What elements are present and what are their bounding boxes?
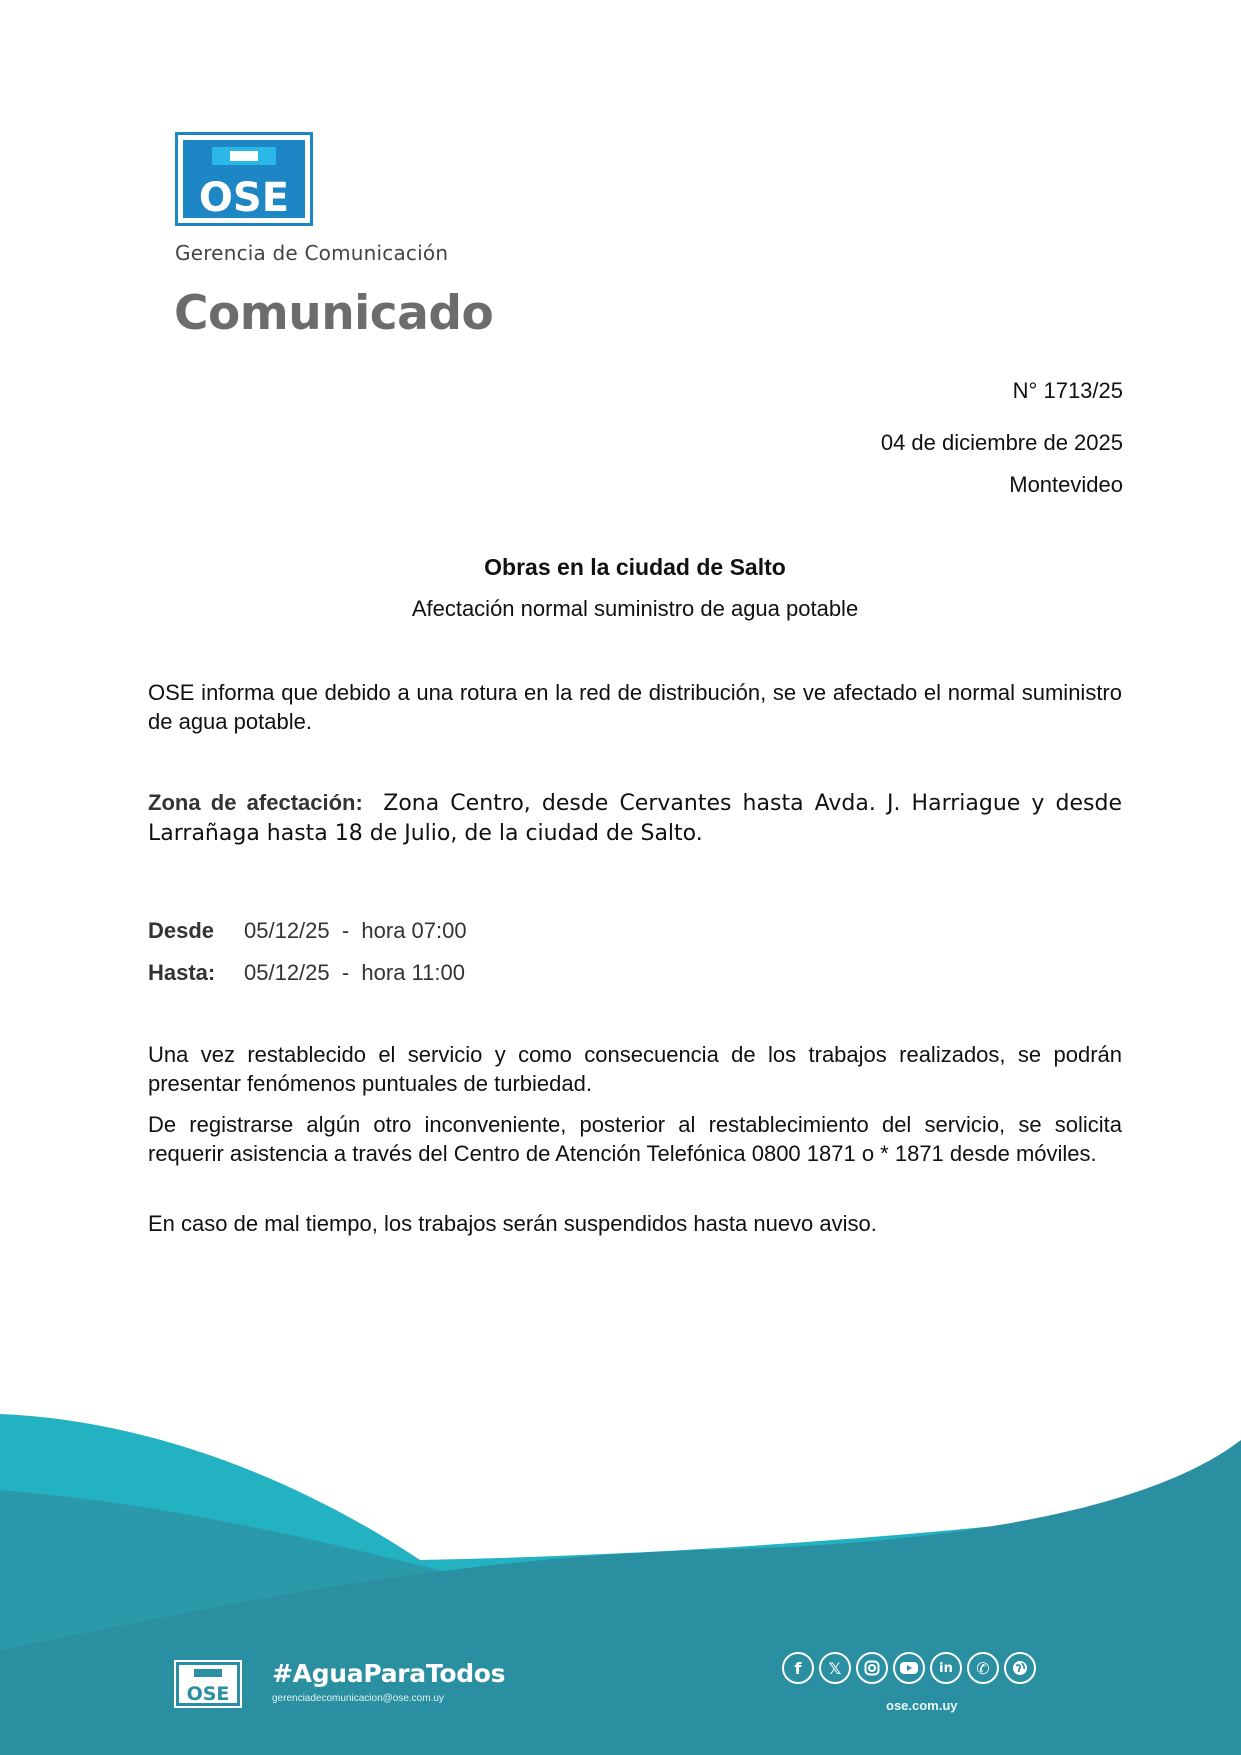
schedule-to-label: Hasta: — [148, 960, 216, 985]
schedule-from — [148, 918, 467, 944]
communique-date: 04 de diciembre de 2025 — [880, 430, 1123, 455]
x-icon[interactable]: 𝕏 — [819, 1652, 851, 1684]
weather-paragraph: En caso de mal tiempo, los trabajos serán suspendidos hasta nuevo aviso. — [148, 1211, 877, 1236]
schedule-to — [148, 960, 465, 986]
linkedin-icon[interactable]: in — [930, 1652, 962, 1684]
web-icon[interactable] — [1004, 1652, 1036, 1684]
footer-ose-logo — [174, 1660, 242, 1708]
page-title: Obras en la ciudad de Salto — [484, 554, 786, 580]
facebook-icon[interactable]: f — [782, 1652, 814, 1684]
department-name: Gerencia de Comunicación — [175, 241, 449, 265]
schedule-from-value: 05/12/25 - hora 07:00 — [244, 918, 467, 943]
turbidity-paragraph: Una vez restablecido el servicio y como consecuencia de los trabajos realizados, se podrán presentar fenómenos puntuales de turbiedad. — [148, 1042, 1122, 1096]
website-link[interactable]: ose.com.uy — [886, 1698, 958, 1713]
page-subtitle: Afectación normal suministro de agua potable — [411, 596, 859, 621]
document-type: Comunicado — [174, 286, 494, 341]
assistance-paragraph: De registrarse algún otro inconveniente, posterior al restablecimiento del servicio, se solicita requerir asistencia a través del Centro de Atención Telefónica 0800 1871 o * 1871 desde móviles. — [148, 1112, 1122, 1166]
zone-text: Zona Centro, desde Cervantes hasta Avda. J. Harriague y desde Larrañaga hasta 18 de Julio, de la ciudad de Salto. — [148, 791, 1122, 846]
affected-zone — [148, 788, 1122, 848]
contact-email[interactable]: gerenciadecomunicacion@ose.com.uy — [272, 1693, 444, 1704]
ose-logo — [175, 132, 313, 226]
communique-city: Montevideo — [1009, 472, 1123, 497]
schedule-to-value: 05/12/25 - hora 11:00 — [244, 960, 465, 985]
svg-text:OSE: OSE — [186, 1683, 230, 1705]
hashtag: #AguaParaTodos — [272, 1659, 506, 1688]
zone-label: Zona de afectación: — [148, 790, 363, 815]
social-icons — [782, 1652, 1036, 1688]
schedule-from-label: Desde — [148, 918, 215, 943]
intro-paragraph: OSE informa que debido a una rotura en la red de distribución, se ve afectado el normal suministro de agua potable. — [148, 680, 1122, 734]
svg-text:OSE: OSE — [198, 175, 290, 221]
youtube-icon[interactable] — [893, 1652, 925, 1684]
communique-number: N° 1713/25 — [1012, 378, 1123, 403]
whatsapp-icon[interactable]: ✆ — [967, 1652, 999, 1684]
instagram-icon[interactable] — [856, 1652, 888, 1684]
